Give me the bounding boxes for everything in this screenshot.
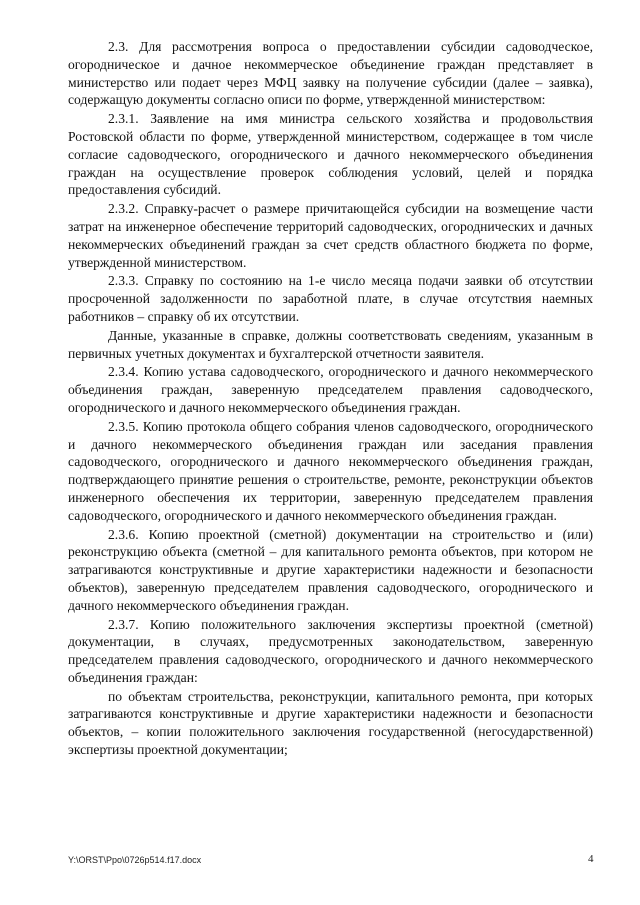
paragraph-2-3-3: 2.3.3. Справку по состоянию на 1-е число месяца подачи заявки об отсутствии просроченной задолженности по заработной плате, в случае отсутствия наемных работников – справку об их отсутствии. [68,273,593,324]
paragraph-2-3-7: 2.3.7. Копию положительного заключения экспертизы проектной (сметной) документации, в случаях, предусмотренных законодательством, заверенную председателем правления садоводческого, огороднического и дачного некоммерческого объединения граждан: [68,616,593,685]
paragraph-2-3-5: 2.3.5. Копию протокола общего собрания членов садоводческого, огороднического и дачного некоммерческого объединения граждан или заседания правления садоводческого, огороднического и дачного некоммерческого объединения граждан, подтверждающего принятие решения о строительстве, ремонте, реконструкции объектов инженерного обеспечения их территории, заверенную председателем правления садоводческого, огороднического и дачного некоммерческого объединения граждан. [68,418,593,523]
paragraph-2-3: 2.3. Для рассмотрения вопроса о предоставлении субсидии садоводческое, огородническое и дачное некоммерческое объединение граждан представляет в министерство или подает через МФЦ заявку на получение субсидии (далее – заявка), содержащую документы согласно описи по форме, утвержденной министерством: [68,39,593,108]
page-number: 4 [588,853,594,865]
paragraph-data-note: Данные, указанные в справке, должны соответствовать сведениям, указанным в первичных учетных документах и бухгалтерской отчетности заявителя. [68,327,593,361]
paragraph-2-3-2: 2.3.2. Справку-расчет о размере причитающейся субсидии на возмещение части затрат на инженерное обеспечение территорий садоводческих, огороднических и дачных некоммерческих объединений граждан за счет средств областного бюджета по форме, утвержденной министерством. [68,201,593,270]
paragraph-2-3-4: 2.3.4. Копию устава садоводческого, огороднического и дачного некоммерческого объединения граждан, заверенную председателем правления садоводческого, огороднического и дачного некоммерческого объединения граждан. [68,364,593,415]
paragraph-2-3-6: 2.3.6. Копию проектной (сметной) документации на строительство и (или) реконструкцию объекта (сметной – для капитального ремонта объектов, при котором не затрагиваются конструктивные и другие характеристики надежности и безопасности объектов), заверенную председателем правления садоводческого, огороднического и дачного некоммерческого объединения граждан. [68,526,593,613]
footer-file-path: Y:\ORST\Ppo\0726p514.f17.docx [68,855,202,865]
paragraph-2-3-7-item: по объектам строительства, реконструкции, капитального ремонта, при которых затрагиваются конструктивные и другие характеристики надежности и безопасности объектов, – копии положительного заключения государственной (негосударственной) экспертизы проектной документации; [68,688,593,758]
document-body [68,38,593,760]
paragraph-2-3-1: 2.3.1. Заявление на имя министра сельского хозяйства и продовольствия Ростовской области по форме, утвержденной министерством, содержащее в том числе согласие садоводческого, огороднического и дачного некоммерческого объединения граждан на осуществление проверок соблюдения условий, целей и порядка предоставления субсидий. [68,111,593,198]
